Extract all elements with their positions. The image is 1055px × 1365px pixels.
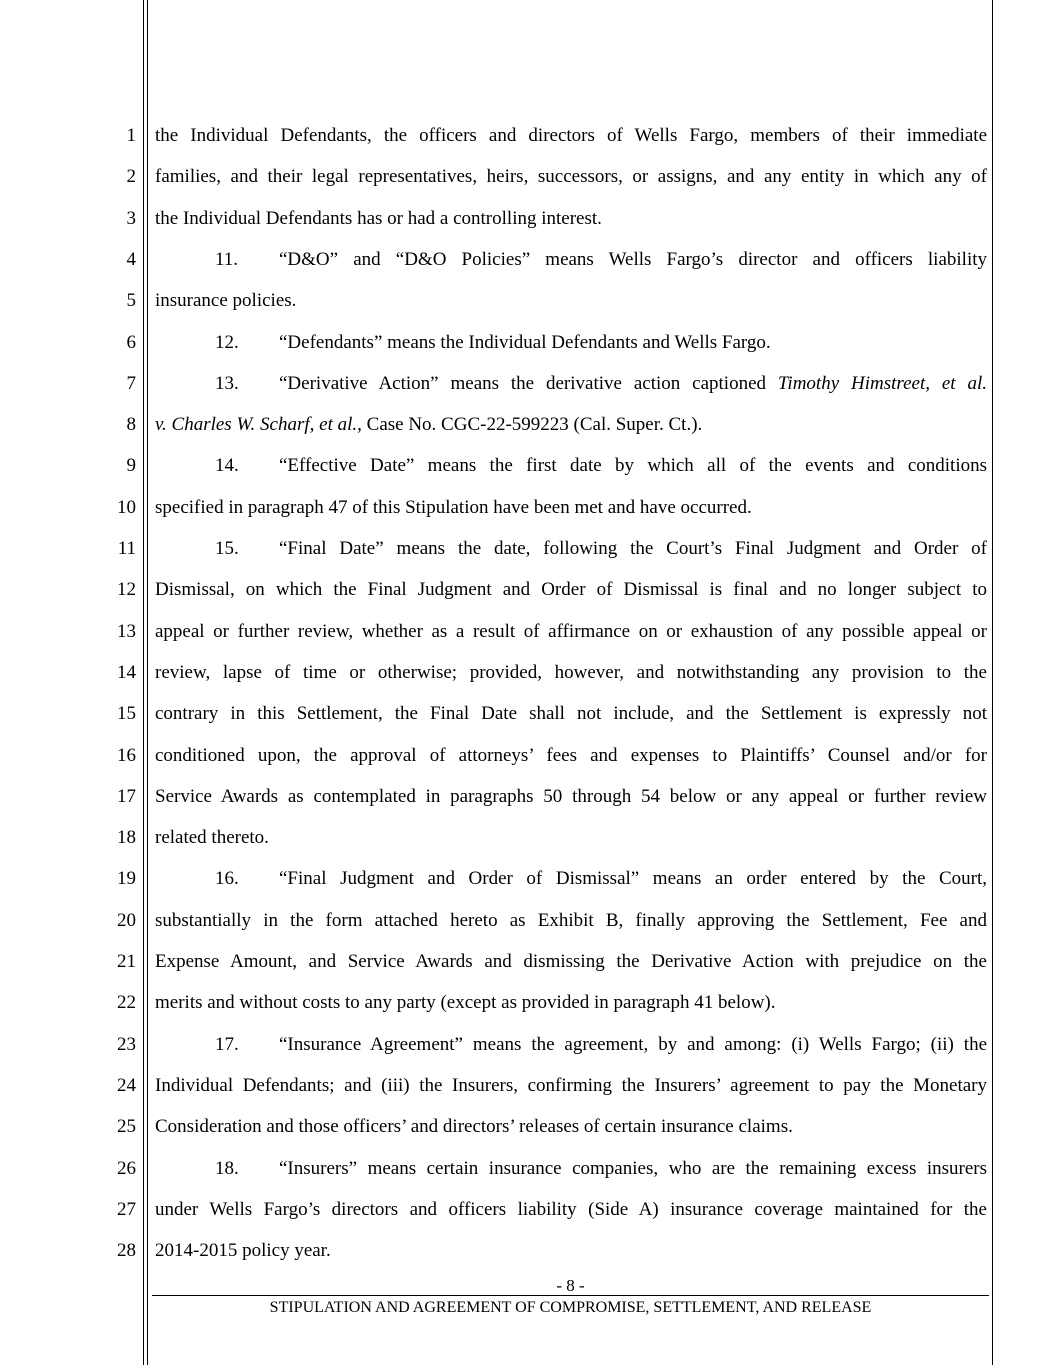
line-text: appeal or further review, whether as a result of affirmance on or exhaustion of any possible appeal or [155, 621, 987, 642]
line-number: 26 [117, 1158, 136, 1179]
paragraph-start-line [155, 1157, 987, 1181]
text-line [155, 785, 987, 809]
line-number: 14 [117, 662, 136, 683]
line-text: Expense Amount, and Service Awards and dismissing the Derivative Action with prejudice on the [155, 951, 987, 972]
line-text: Dismissal, on which the Final Judgment and Order of Dismissal is final and no longer subject to [155, 579, 987, 600]
line-number: 25 [117, 1116, 136, 1137]
line-text: Individual Defendants; and (iii) the Insurers, confirming the Insurers’ agreement to pay the Monetary [155, 1075, 987, 1096]
line-number: 8 [126, 414, 136, 435]
paragraph-number: 12. [215, 332, 239, 353]
line-number: 22 [117, 992, 136, 1013]
case-caption: Timothy Himstreet, et al. [777, 373, 987, 394]
case-caption: v. Charles W. Scharf, et al. [155, 414, 358, 435]
text-line [155, 207, 987, 231]
line-number: 20 [117, 910, 136, 931]
line-text: Service Awards as contemplated in paragraphs 50 through 54 below or any appeal or further review [155, 786, 987, 807]
text-line [155, 702, 987, 726]
line-text: Consideration and those officers’ and directors’ releases of certain insurance claims. [155, 1116, 793, 1137]
right-margin-rule [992, 0, 993, 1365]
text-line [155, 991, 987, 1015]
line-number: 28 [117, 1240, 136, 1261]
text-line [155, 909, 987, 933]
line-number: 17 [117, 786, 136, 807]
line-text: , Case No. CGC-22-599223 (Cal. Super. Ct.). [357, 414, 703, 435]
paragraph-start-line [155, 454, 987, 478]
line-number: 23 [117, 1034, 136, 1055]
line-text: “Effective Date” means the first date by which all of the events and conditions [279, 455, 987, 476]
line-text: under Wells Fargo’s directors and officers liability (Side A) insurance coverage maintained for the [155, 1199, 987, 1220]
line-number: 3 [126, 208, 136, 229]
footer-title: STIPULATION AND AGREEMENT OF COMPROMISE, SETTLEMENT, AND RELEASE [269, 1299, 872, 1316]
text-line [155, 1239, 987, 1263]
paragraph-number: 11. [215, 249, 239, 270]
text-line [155, 289, 987, 313]
paragraph-start-line [155, 537, 987, 561]
paragraph-number: 18. [215, 1158, 239, 1179]
line-number: 21 [117, 951, 136, 972]
line-number: 11 [117, 538, 136, 559]
text-line [155, 950, 987, 974]
paragraph-number: 14. [215, 455, 239, 476]
line-number: 13 [117, 621, 136, 642]
left-margin-rule-outer [143, 0, 144, 1365]
text-line [155, 124, 987, 148]
line-text: 2014-2015 policy year. [155, 1240, 331, 1261]
line-text: merits and without costs to any party (except as provided in paragraph 41 below). [155, 992, 776, 1013]
line-number: 12 [117, 579, 136, 600]
line-text: specified in paragraph 47 of this Stipulation have been met and have occurred. [155, 497, 752, 518]
paragraph-start-line [155, 372, 987, 396]
line-number: 18 [117, 827, 136, 848]
paragraph-number: 16. [215, 868, 239, 889]
text-line [155, 1115, 987, 1139]
line-number: 10 [117, 497, 136, 518]
line-text: review, lapse of time or otherwise; provided, however, and notwithstanding any provision to the [155, 662, 987, 683]
line-text: “Defendants” means the Individual Defendants and Wells Fargo. [279, 332, 771, 353]
line-text: conditioned upon, the approval of attorneys’ fees and expenses to Plaintiffs’ Counsel and/or for [155, 745, 987, 766]
text-line [155, 1074, 987, 1098]
line-number: 15 [117, 703, 136, 724]
text-line [155, 744, 987, 768]
line-text: contrary in this Settlement, the Final Date shall not include, and the Settlement is expressly not [155, 703, 987, 724]
paragraph-start-line [155, 331, 987, 355]
line-number: 1 [126, 125, 136, 146]
text-line [155, 1198, 987, 1222]
footer-rule [152, 1295, 989, 1296]
paragraph-start-line [155, 1033, 987, 1057]
line-text: the Individual Defendants, the officers and directors of Wells Fargo, members of their immediate [155, 125, 987, 146]
page-number: - 8 - [556, 1276, 585, 1295]
text-line [155, 826, 987, 850]
line-number: 6 [126, 332, 136, 353]
line-number: 2 [126, 166, 136, 187]
paragraph-number: 13. [215, 373, 239, 394]
paragraph-number: 17. [215, 1034, 239, 1055]
text-line [155, 165, 987, 189]
line-number: 7 [126, 373, 136, 394]
line-text: substantially in the form attached hereto as Exhibit B, finally approving the Settlement, Fee and [155, 910, 987, 931]
line-number: 5 [126, 290, 136, 311]
paragraph-start-line [155, 248, 987, 272]
line-text: “Final Judgment and Order of Dismissal” means an order entered by the Court, [279, 868, 987, 889]
text-line [155, 496, 987, 520]
line-text: “Derivative Action” means the derivative action captioned [279, 373, 778, 394]
line-text: families, and their legal representatives, heirs, successors, or assigns, and any entity in which any of [155, 166, 987, 187]
text-line [155, 413, 987, 437]
line-number: 27 [117, 1199, 136, 1220]
text-line [155, 661, 987, 685]
line-number: 9 [126, 455, 136, 476]
text-line [155, 578, 987, 602]
left-margin-rule-inner [147, 0, 148, 1365]
text-line [155, 620, 987, 644]
line-number: 16 [117, 745, 136, 766]
line-text: “Final Date” means the date, following the Court’s Final Judgment and Order of [279, 538, 987, 559]
line-text: “Insurance Agreement” means the agreement, by and among: (i) Wells Fargo; (ii) the [279, 1034, 987, 1055]
line-number: 19 [117, 868, 136, 889]
line-text: insurance policies. [155, 290, 297, 311]
line-text: the Individual Defendants has or had a controlling interest. [155, 208, 602, 229]
line-text: “D&O” and “D&O Policies” means Wells Fargo’s director and officers liability [279, 249, 987, 270]
line-text: “Insurers” means certain insurance companies, who are the remaining excess insurers [279, 1158, 987, 1179]
line-text: related thereto. [155, 827, 269, 848]
line-number: 24 [117, 1075, 136, 1096]
line-number: 4 [126, 249, 136, 270]
paragraph-start-line [155, 867, 987, 891]
paragraph-number: 15. [215, 538, 239, 559]
